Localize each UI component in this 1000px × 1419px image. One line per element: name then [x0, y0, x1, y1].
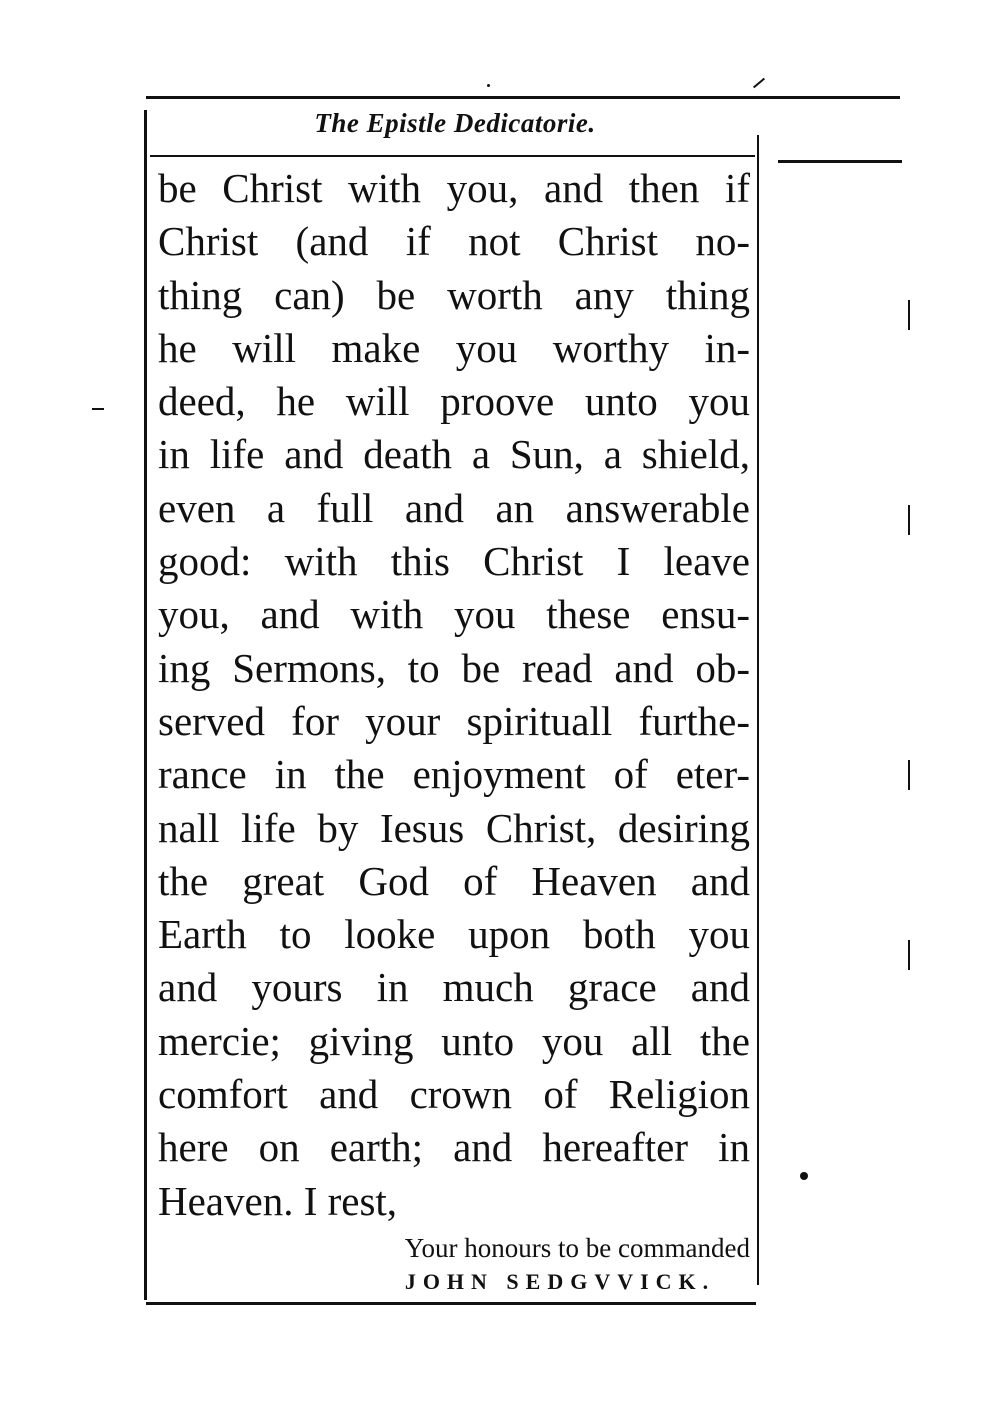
text-line: good: with this Christ I leave [158, 538, 750, 585]
text-line: you, and with you these ensu- [158, 591, 750, 638]
margin-stroke [908, 505, 910, 535]
text-line: Christ (and if not Christ no- [158, 218, 750, 265]
margin-dash [92, 408, 104, 410]
margin-rule [778, 160, 902, 163]
text-line: be Christ with you, and then if [158, 165, 750, 211]
text-line: the great God of Heaven and [158, 857, 750, 904]
running-title: The Epistle Dedicatorie. [314, 108, 596, 138]
text-line: in life and death a Sun, a shield, [158, 431, 750, 478]
text-line: ing Sermons, to be read and ob- [158, 644, 750, 691]
text-line: deed, he will proove unto you [158, 378, 750, 425]
text-line: rance in the enjoyment of eter- [158, 751, 750, 798]
signer-name: JOHN SEDGVVICK. [404, 1269, 716, 1294]
left-border [144, 110, 147, 1300]
text-line: here on earth; and hereafter in [158, 1124, 750, 1171]
header-rule [150, 155, 755, 157]
text-line: thing can) be worth any thing [158, 271, 750, 318]
text-line: served for your spirituall furthe- [158, 697, 750, 744]
bottom-rule [146, 1302, 756, 1305]
closing-line: Your honours to be commanded [404, 1233, 750, 1263]
top-rule [146, 96, 900, 99]
text-line: he will make you worthy in- [158, 324, 750, 371]
dedication-text [158, 162, 750, 1228]
margin-stroke [908, 300, 910, 330]
corner-tick [753, 78, 765, 89]
text-line: even a full and an answerable [158, 484, 750, 531]
text-line: Heaven. I rest, [158, 1177, 398, 1224]
margin-stroke [908, 760, 910, 790]
text-line: Earth to looke upon both you [158, 911, 750, 958]
text-line: nall life by Iesus Christ, desiring [158, 804, 750, 851]
signature-block [330, 1230, 750, 1298]
ink-speck [800, 1172, 808, 1180]
text-line: and yours in much grace and [158, 964, 750, 1011]
text-line: mercie; giving unto you all the [158, 1017, 750, 1064]
margin-stroke [908, 940, 910, 970]
right-border [757, 135, 759, 1285]
text-line: comfort and crown of Religion [158, 1071, 750, 1118]
ink-speck [487, 84, 490, 87]
